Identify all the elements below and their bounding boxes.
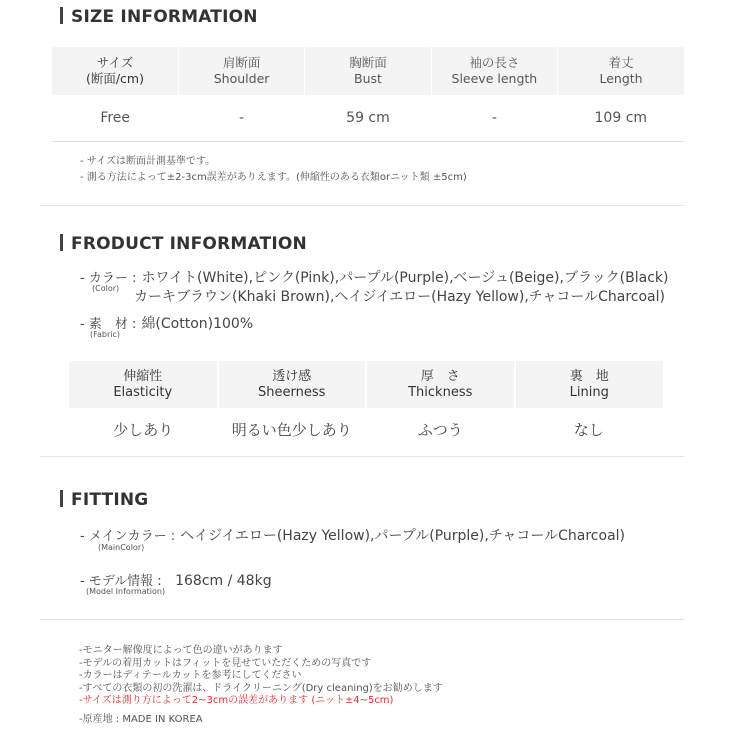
size-value: Free (52, 95, 178, 142)
elasticity-header: 伸縮性 Elasticity (69, 361, 218, 408)
title-bar (60, 7, 63, 24)
notes-list (79, 645, 443, 727)
product-table (69, 361, 663, 450)
shoulder-header: 肩断面 Shoulder (178, 47, 304, 95)
size-info-title: SIZE INFORMATION (60, 7, 258, 27)
lining-value: なし (573, 420, 604, 439)
length-header: 着丈 Length (558, 47, 684, 95)
color-sublabel: (Color) (92, 284, 120, 293)
list-item: -カラーはディテールカットを参考にしてください (79, 670, 302, 682)
size-table-header (52, 47, 684, 95)
sleeve-value: - (431, 95, 557, 142)
bust-value: 59 cm (305, 95, 431, 142)
list-item: -モニター解像度によって色の違いがあります (79, 645, 283, 656)
bust-header: 胸断面 Bust (305, 47, 431, 95)
list-item: -すべての衣類の初の洗濯は、ドライクリーニング(Dry cleaning)をお勧めします (79, 682, 443, 694)
size-note: - 測る方法によって±2-3cm誤差がありえます。(伸縮性のある衣類orニット類 ±5cm) (80, 172, 467, 183)
divider (40, 619, 684, 620)
model-label: - モデル情報 : (80, 574, 162, 589)
divider (40, 456, 684, 457)
size-table (52, 47, 684, 142)
color-row-continued (134, 286, 665, 306)
model-row (80, 570, 272, 596)
title-bar (60, 234, 63, 251)
fabric-value: 綿(Cotton)100% (141, 316, 254, 332)
table-row (52, 95, 684, 142)
elasticity-value: 少しあり (113, 420, 174, 439)
sheerness-header: 透け感 Sheerness (218, 361, 367, 408)
shoulder-value: - (178, 95, 304, 142)
color-values-line2: カーキブラウン(Khaki Brown),ヘイジイエロー(Hazy Yellow),チャコールCharcoal) (134, 289, 665, 305)
fabric-label: - 素 材 : (80, 317, 137, 332)
length-value: 109 cm (558, 95, 684, 142)
title-bar (60, 490, 63, 507)
sheerness-value: 明るい色少しあり (231, 420, 352, 439)
color-row (80, 267, 669, 293)
main-color-label: - メインカラー : (80, 529, 176, 544)
thickness-value: ふつう (417, 420, 463, 439)
product-info-title: FRODUCT INFORMATION (60, 234, 307, 254)
size-header: サイズ (断面/cm) (52, 47, 178, 95)
color-values: ホワイト(White),ピンク(Pink),パープル(Purple),ベージュ(Beige),ブラック(Black) (141, 270, 669, 286)
lining-header: 裏 地 Lining (515, 361, 664, 408)
product-table-header (69, 361, 663, 408)
table-row (69, 408, 663, 450)
fitting-title: FITTING (60, 490, 148, 510)
divider (40, 205, 684, 206)
size-note: - サイズは断面計測基準です。 (80, 156, 216, 167)
origin: -原産地 : MADE IN KOREA (79, 713, 203, 725)
model-value: 168cm / 48kg (175, 573, 272, 589)
main-color-value: ヘイジイエロー(Hazy Yellow),パープル(Purple),チャコールCharcoal) (180, 528, 625, 544)
size-warning: -サイズは測り方によって2~3cmの誤差があります (ニット±4~5cm) (79, 695, 394, 707)
main-color-sublabel: (MainColor) (98, 543, 145, 552)
list-item: -モデルの着用カットはフィットを見せていただくための写真です (79, 657, 372, 669)
model-sublabel: (Model Information) (86, 587, 166, 596)
fabric-row (80, 313, 254, 339)
main-color-row (80, 525, 625, 552)
color-label: - カラー : (80, 271, 137, 286)
fabric-sublabel: (Fabric) (90, 330, 120, 339)
sleeve-header: 袖の長さ Sleeve length (431, 47, 557, 95)
thickness-header: 厚 さ Thickness (366, 361, 515, 408)
